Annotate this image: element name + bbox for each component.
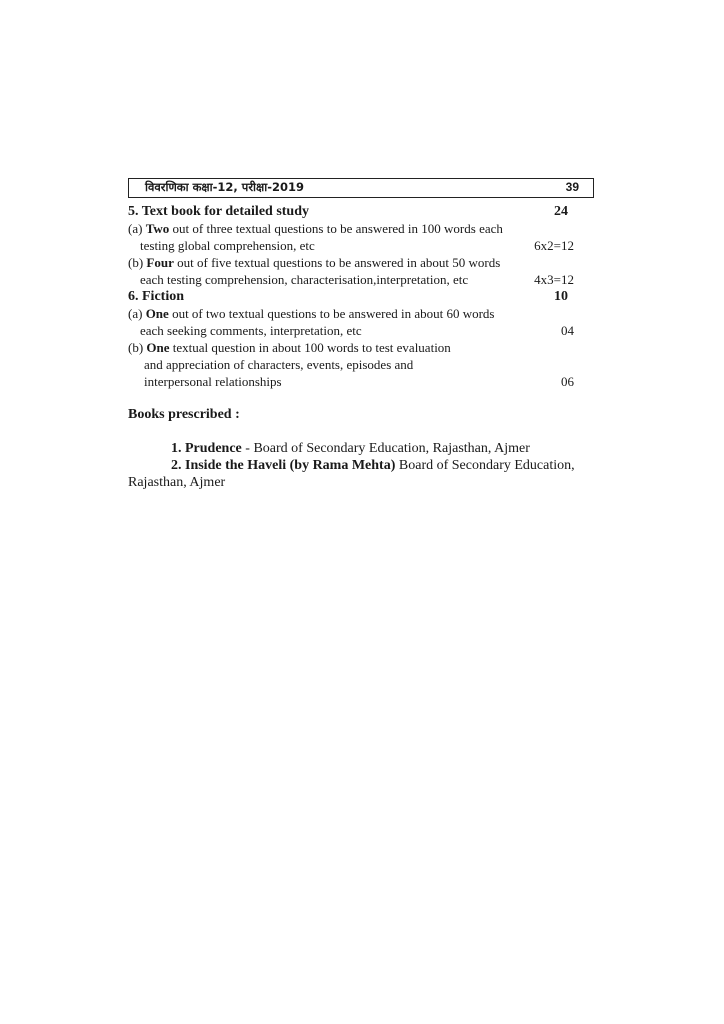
item-prefix: (a) bbox=[128, 306, 146, 321]
section-5-title: 5. Text book for detailed study bbox=[128, 204, 309, 219]
item-text: out of three textual questions to be answered in 100 words each bbox=[169, 221, 503, 236]
book-name: Inside the Haveli (by Rama Mehta) bbox=[185, 458, 396, 473]
page-number: 39 bbox=[565, 180, 579, 194]
book-item-2 bbox=[128, 457, 574, 474]
item-count-bold: Two bbox=[145, 221, 170, 236]
item-text: out of five textual questions to be answered in about 50 words bbox=[173, 255, 501, 270]
book-number: 2. bbox=[171, 458, 185, 473]
syllabus-content bbox=[128, 203, 574, 390]
header-title: विवरणिका कक्षा-12, परीक्षा-2019 bbox=[145, 180, 304, 194]
item-marks: 6x2=12 bbox=[534, 238, 574, 253]
book-name: Prudence bbox=[185, 441, 242, 456]
item-text: textual question in about 100 words to test evaluation bbox=[169, 340, 451, 355]
item-prefix: (b) bbox=[128, 255, 147, 270]
section-5a-line1 bbox=[128, 220, 574, 237]
item-marks: 04 bbox=[561, 323, 574, 338]
item-text: interpersonal relationships bbox=[144, 374, 282, 389]
section-6-heading bbox=[128, 288, 574, 305]
book-item-1 bbox=[128, 440, 574, 457]
section-6a-line2 bbox=[128, 322, 574, 339]
section-5b-line2 bbox=[128, 271, 574, 288]
book-publisher: Board of Secondary Education, bbox=[398, 458, 575, 473]
page-header-box bbox=[128, 178, 594, 198]
item-text: each testing comprehension, characterisation,interpretation, etc bbox=[140, 272, 469, 287]
item-prefix: (a) bbox=[128, 221, 146, 236]
section-6-marks: 10 bbox=[554, 289, 568, 304]
item-count-bold: One bbox=[145, 306, 169, 321]
section-5b-line1 bbox=[128, 254, 574, 271]
section-6-title: 6. Fiction bbox=[128, 289, 184, 304]
section-6b-line3 bbox=[128, 373, 574, 390]
item-text: testing global comprehension, etc bbox=[140, 238, 315, 253]
item-marks: 06 bbox=[561, 374, 574, 389]
book-number: 1. bbox=[171, 441, 185, 456]
section-6b-line1 bbox=[128, 339, 574, 356]
item-text: each seeking comments, interpretation, etc bbox=[140, 323, 362, 338]
section-5-heading bbox=[128, 203, 574, 220]
book-separator: - bbox=[241, 441, 254, 456]
item-text: out of two textual questions to be answered in about 60 words bbox=[168, 306, 495, 321]
item-prefix: (b) bbox=[128, 340, 147, 355]
books-list bbox=[128, 440, 574, 491]
section-5a-line2 bbox=[128, 237, 574, 254]
item-count-bold: One bbox=[146, 340, 170, 355]
item-count-bold: Four bbox=[146, 255, 174, 270]
section-6b-line2 bbox=[128, 356, 574, 373]
book-item-2-continuation: Rajasthan, Ajmer bbox=[128, 475, 226, 490]
book-publisher: Board of Secondary Education, Rajasthan, Ajmer bbox=[253, 441, 530, 456]
item-marks: 4x3=12 bbox=[534, 272, 574, 287]
books-prescribed-title: Books prescribed : bbox=[128, 407, 240, 422]
section-6a-line1 bbox=[128, 305, 574, 322]
item-text: and appreciation of characters, events, episodes and bbox=[144, 357, 414, 372]
section-5-marks: 24 bbox=[554, 204, 568, 219]
